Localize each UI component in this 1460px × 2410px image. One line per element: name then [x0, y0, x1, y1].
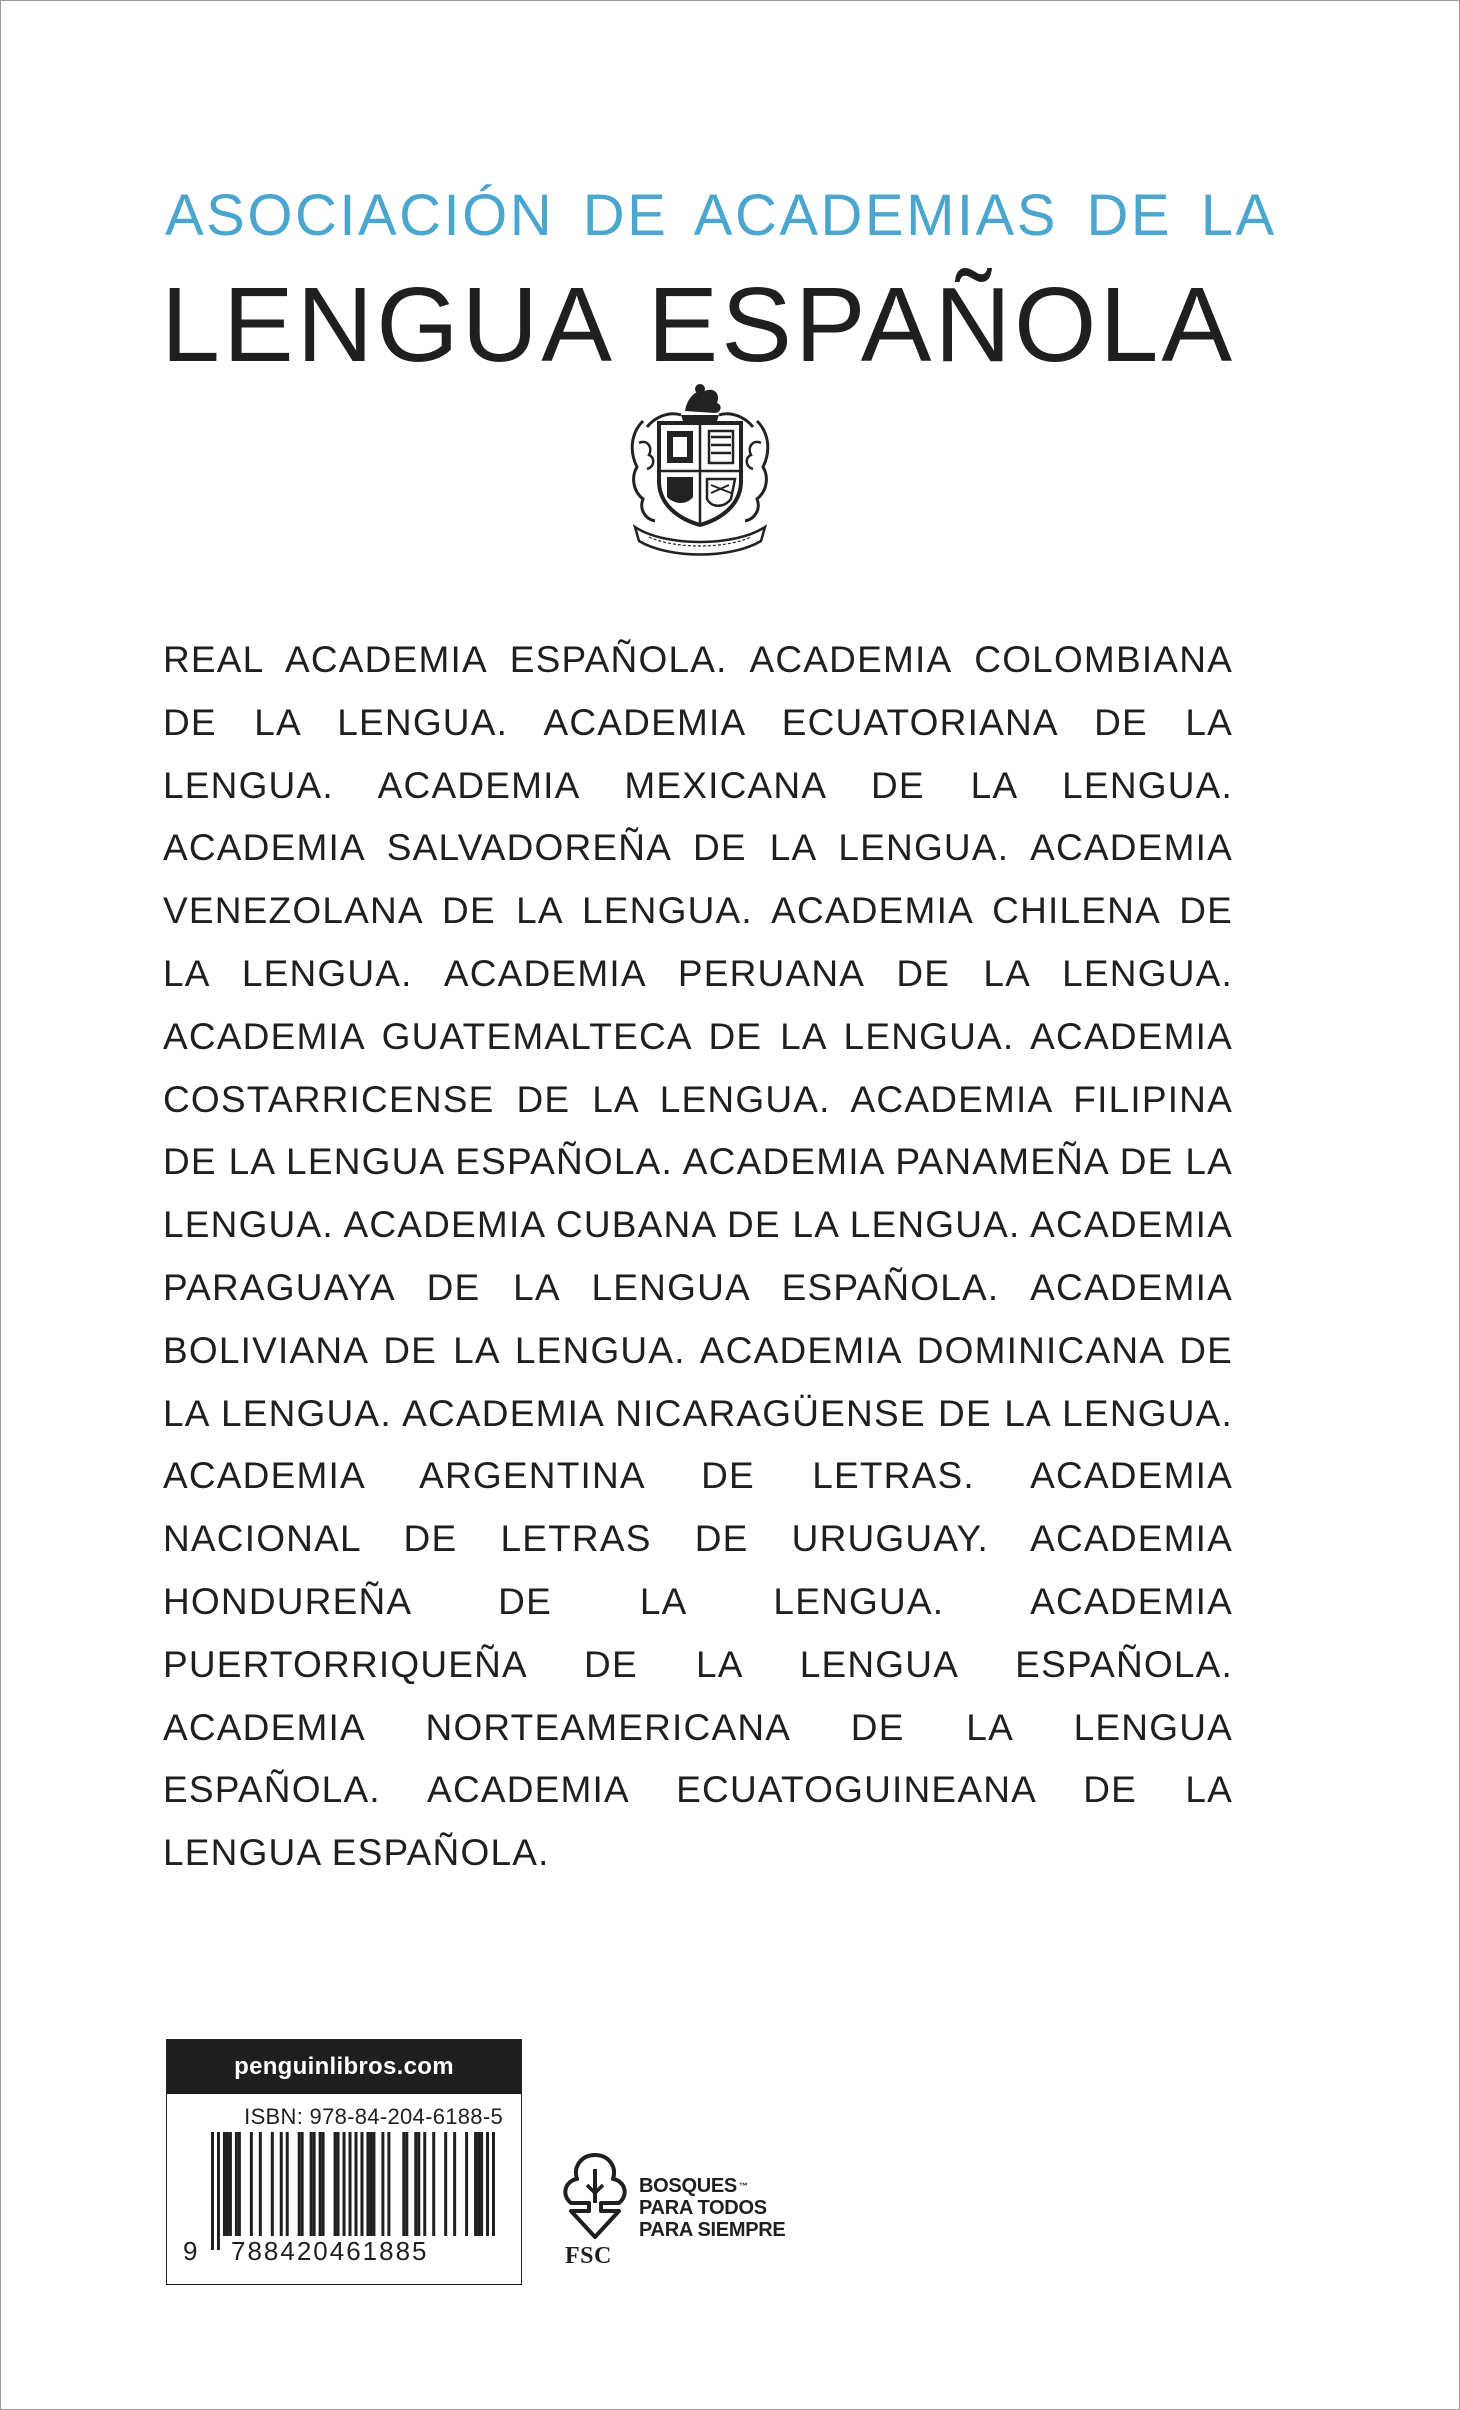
barcode-bar [313, 2132, 316, 2236]
barcode-bar [423, 2132, 426, 2236]
barcode-bar [372, 2132, 375, 2236]
barcode-bar [286, 2132, 289, 2236]
barcode-bar [417, 2132, 420, 2236]
barcode-bar [301, 2132, 304, 2236]
barcode-bar [369, 2132, 372, 2236]
barcode-bar [480, 2132, 483, 2236]
barcode-bar [414, 2132, 417, 2236]
barcode-bar [381, 2132, 384, 2236]
barcode-bar [319, 2132, 322, 2236]
fsc-tree-icon [557, 2149, 633, 2245]
barcode-block [166, 2039, 522, 2285]
barcode-bar [492, 2132, 495, 2250]
barcode-bar [238, 2132, 241, 2236]
fsc-label: FSC [565, 2243, 612, 2269]
coat-of-arms-icon [625, 381, 775, 557]
barcode-bar [250, 2132, 253, 2236]
barcode-bar [322, 2132, 325, 2236]
barcode-bar [343, 2132, 346, 2236]
barcode-bar [226, 2132, 229, 2236]
isbn-label: ISBN: 978-84-204-6188-5 [244, 2104, 503, 2129]
barcode-bar [334, 2132, 337, 2236]
subtitle: ASOCIACIÓN DE ACADEMIAS DE LA [165, 183, 1277, 248]
barcode-bar [387, 2132, 390, 2236]
barcode-bar [444, 2132, 447, 2236]
barcode-bar [486, 2132, 489, 2250]
publisher-url: penguinlibros.com [167, 2040, 521, 2094]
barcode-bar [217, 2132, 220, 2250]
barcode-first-digit: 9 [183, 2236, 198, 2266]
fsc-slogan-line1: BOSQUES [639, 2175, 737, 2197]
barcode-bar [280, 2132, 283, 2236]
barcode-bar [402, 2132, 405, 2236]
barcode-bar [477, 2132, 480, 2236]
academies-list: REAL ACADEMIA ESPAÑOLA. ACADEMIA COLOMBIANA DE LA LENGUA. ACADEMIA ECUATORIANA DE LA LENGUA. ACADEMIA MEXICANA DE LA LENGUA. ACADEMIA SALVADOREÑA DE LA LENGUA. ACADEMIA VENEZOLANA DE LA LENGUA. ACADEMIA CHILENA DE LA LENGUA. ACADEMIA PERUANA DE LA LENGUA. ACADEMIA GUATEMALTECA DE LA LENGUA. ACADEMIA COSTARRICENSE DE LA LENGUA. ACADEMIA FILIPINA DE LA LENGUA ESPAÑOLA. ACADEMIA PANAMEÑA DE LA LENGUA. ACADEMIA CUBANA DE LA LENGUA. ACADEMIA PARAGUAYA DE LA LENGUA ESPAÑOLA. ACADEMIA BOLIVIANA DE LA LENGUA. ACADEMIA DOMINICANA DE LA LENGUA. ACADEMIA NICARAGÜENSE DE LA LENGUA. ACADEMIA ARGENTINA DE LETRAS. ACADEMIA NACIONAL DE LETRAS DE URUGUAY. ACADEMIA HONDUREÑA DE LA LENGUA. ACADEMIA PUERTORRIQUEÑA DE LA LENGUA ESPAÑOLA. ACADEMIA NORTEAMERICANA DE LA LENGUA ESPAÑOLA. ACADEMIA ECUATOGUINEANA DE LA LENGUA ESPAÑOLA. [163, 639, 1233, 1874]
barcode-bars [211, 2132, 495, 2250]
barcode-bar [465, 2132, 468, 2236]
barcode-bar [405, 2132, 408, 2236]
trademark-symbol: ™ [738, 2181, 748, 2191]
barcode-bar [453, 2132, 456, 2236]
fsc-slogan-line3: PARA SIEMPRE [639, 2219, 786, 2241]
barcode-bar [211, 2132, 214, 2250]
fsc-slogan [639, 2175, 785, 2241]
barcode-bar [354, 2132, 357, 2250]
barcode-bar [259, 2132, 262, 2236]
barcode-bar [310, 2132, 313, 2236]
barcode-bar [223, 2132, 226, 2236]
barcode-bar [337, 2132, 340, 2236]
title: LENGUA ESPAÑOLA [161, 266, 1236, 384]
barcode-bar [271, 2132, 274, 2236]
barcode-digits: 788420461885 [229, 2236, 503, 2267]
barcode-bar [366, 2132, 369, 2236]
barcode-bar [474, 2132, 477, 2236]
barcode-bar [229, 2132, 232, 2236]
barcode-bar [298, 2132, 301, 2236]
barcode-bar [432, 2132, 435, 2236]
fsc-slogan-line2: PARA TODOS [639, 2197, 767, 2219]
fsc-logo [557, 2149, 817, 2279]
barcode-bar [349, 2132, 352, 2250]
barcode-bar [235, 2132, 238, 2236]
barcode-bar [360, 2132, 363, 2236]
